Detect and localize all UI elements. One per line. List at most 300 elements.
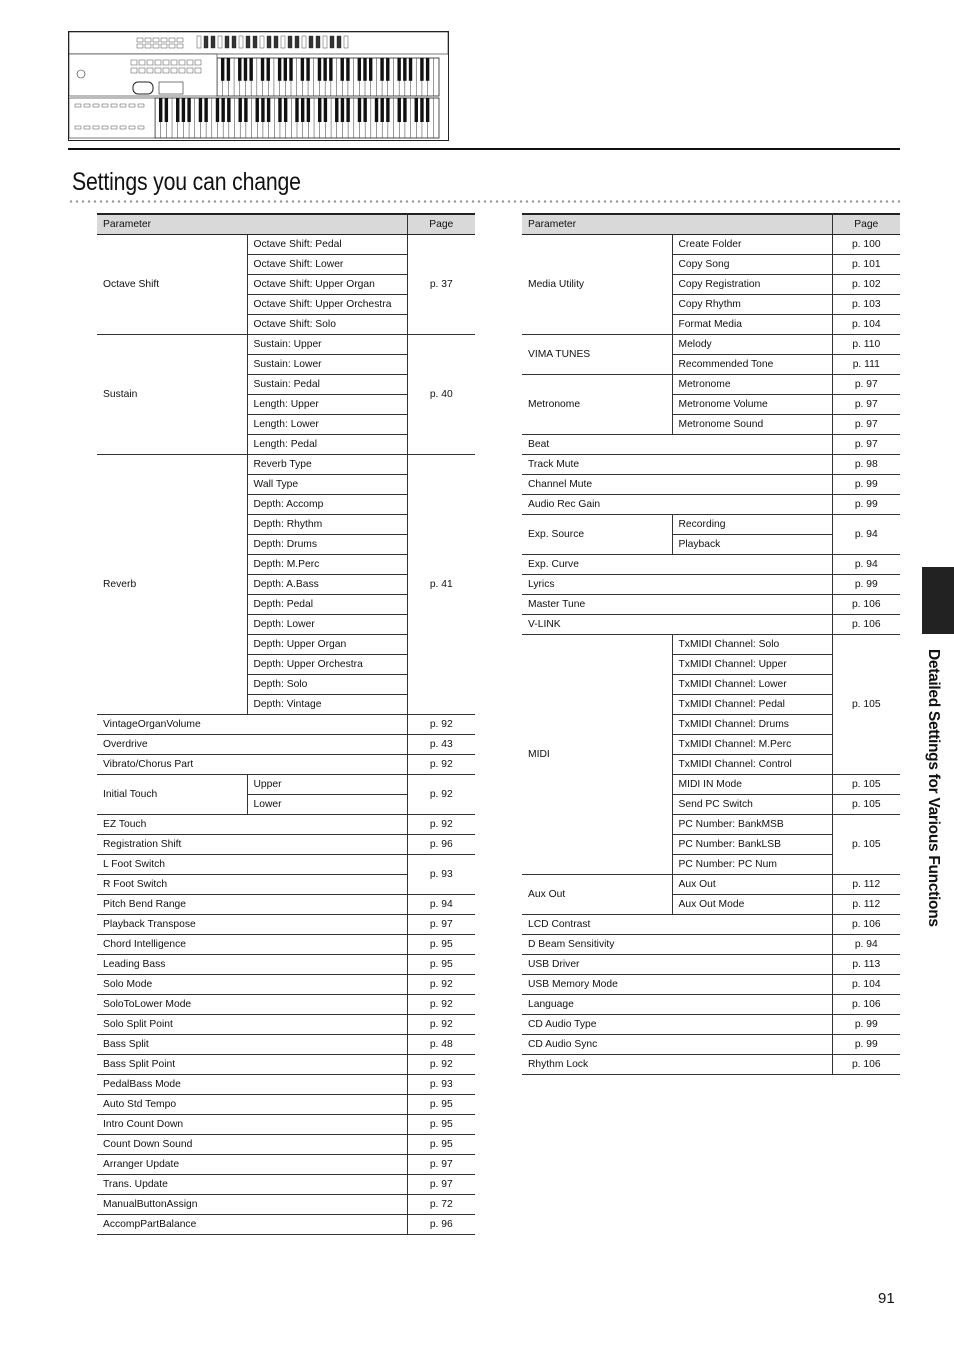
panel-button — [179, 68, 185, 73]
upper-manual-black-key — [420, 58, 423, 81]
lower-manual-black-key — [403, 98, 406, 122]
parameter-name: Lyrics — [522, 575, 832, 595]
sub-parameter-name: Copy Registration — [672, 275, 832, 295]
sub-parameter-name: Octave Shift: Lower — [247, 255, 407, 275]
panel-button — [155, 68, 161, 73]
page-reference: p. 105 — [832, 635, 900, 775]
sub-parameter-name: Metronome Sound — [672, 415, 832, 435]
page-reference: p. 104 — [832, 315, 900, 335]
parameter-name: SoloToLower Mode — [97, 995, 407, 1015]
sub-parameter-name: Metronome — [672, 375, 832, 395]
lower-manual-black-key — [335, 98, 338, 122]
tab-button — [337, 36, 341, 48]
sub-parameter-name: Depth: Rhythm — [247, 515, 407, 535]
table-row — [522, 455, 900, 475]
parameter-name: AccompPartBalance — [97, 1215, 407, 1235]
parameter-name: Audio Rec Gain — [522, 495, 832, 515]
table-row — [97, 1155, 475, 1175]
panel-button — [131, 60, 137, 65]
page-reference: p. 92 — [407, 775, 475, 815]
sub-parameter-name: Length: Pedal — [247, 435, 407, 455]
page-reference: p. 102 — [832, 275, 900, 295]
lower-manual-black-key — [159, 98, 162, 122]
parameter-name: Overdrive — [97, 735, 407, 755]
parameter-name: R Foot Switch — [97, 875, 407, 895]
upper-manual-black-key — [306, 58, 309, 81]
panel-button — [161, 44, 167, 48]
page-reference: p. 93 — [407, 1075, 475, 1095]
table-row — [97, 735, 475, 755]
upper-manual-black-key — [238, 58, 241, 81]
lower-manual-black-key — [363, 98, 366, 122]
page-reference: p. 99 — [832, 475, 900, 495]
lower-manual-black-key — [238, 98, 241, 122]
table-row — [522, 915, 900, 935]
table-row — [97, 455, 475, 475]
page-reference: p. 98 — [832, 455, 900, 475]
upper-manual-black-key — [369, 58, 372, 81]
sub-parameter-name: Sustain: Lower — [247, 355, 407, 375]
page-reference: p. 100 — [832, 235, 900, 255]
tab-button — [253, 36, 257, 48]
parameter-name: Arranger Update — [97, 1155, 407, 1175]
parameter-name: Aux Out — [522, 875, 672, 915]
tab-button — [344, 36, 348, 48]
sub-parameter-name: Depth: Upper Organ — [247, 635, 407, 655]
page-reference: p. 95 — [407, 1095, 475, 1115]
panel-button — [75, 126, 81, 129]
top-control-strip — [69, 32, 448, 54]
page-reference: p. 95 — [407, 1135, 475, 1155]
table-row — [522, 1035, 900, 1055]
parameter-name: Language — [522, 995, 832, 1015]
page-reference: p. 106 — [832, 1055, 900, 1075]
table-row — [97, 915, 475, 935]
panel-button — [75, 104, 81, 107]
table-row — [97, 895, 475, 915]
lower-manual-black-key — [375, 98, 378, 122]
table-row — [97, 855, 475, 875]
page-reference: p. 105 — [832, 815, 900, 875]
panel-button — [111, 104, 117, 107]
page-reference: p. 97 — [407, 915, 475, 935]
page-column-header: Page — [407, 214, 475, 235]
upper-manual-black-key — [403, 58, 406, 81]
page-reference: p. 40 — [407, 335, 475, 455]
panel-button — [84, 104, 90, 107]
tab-button — [274, 36, 278, 48]
tab-button — [204, 36, 208, 48]
chapter-side-label: Detailed Settings for Various Functions — [925, 649, 942, 927]
table-row — [97, 1215, 475, 1235]
page-reference: p. 94 — [832, 935, 900, 955]
upper-manual-black-key — [409, 58, 412, 81]
parameter-name: Bass Split Point — [97, 1055, 407, 1075]
parameter-name: VintageOrganVolume — [97, 715, 407, 735]
sub-parameter-name: Octave Shift: Pedal — [247, 235, 407, 255]
parameter-name: Octave Shift — [97, 235, 247, 335]
parameter-name: Bass Split — [97, 1035, 407, 1055]
parameter-name: Media Utility — [522, 235, 672, 335]
table-row — [522, 975, 900, 995]
table-row — [97, 1055, 475, 1075]
tab-button — [316, 36, 320, 48]
parameter-name: Sustain — [97, 335, 247, 455]
table-row — [522, 515, 900, 535]
page-reference: p. 97 — [407, 1155, 475, 1175]
panel-button — [147, 60, 153, 65]
lower-manual-black-key — [398, 98, 401, 122]
sub-parameter-name: TxMIDI Channel: Drums — [672, 715, 832, 735]
panel-button — [195, 68, 201, 73]
page-reference: p. 93 — [407, 855, 475, 895]
page-reference: p. 94 — [832, 515, 900, 555]
table-row — [522, 435, 900, 455]
panel-button — [155, 60, 161, 65]
upper-manual-black-key — [426, 58, 429, 81]
table-row — [97, 995, 475, 1015]
panel-button — [102, 126, 108, 129]
page-reference: p. 101 — [832, 255, 900, 275]
parameter-name: V-LINK — [522, 615, 832, 635]
tab-button — [218, 36, 222, 48]
table-row — [522, 635, 900, 655]
table-row — [522, 555, 900, 575]
parameter-column-header: Parameter — [97, 214, 407, 235]
lower-manual-black-key — [256, 98, 259, 122]
panel-button — [111, 126, 117, 129]
page-reference: p. 95 — [407, 935, 475, 955]
page-column-header: Page — [832, 214, 900, 235]
upper-manual-black-key — [267, 58, 270, 81]
sub-parameter-name: Depth: Vintage — [247, 695, 407, 715]
table-row — [522, 495, 900, 515]
table-row — [97, 755, 475, 775]
organ-keyboard-diagram — [69, 32, 448, 140]
upper-manual-black-key — [249, 58, 252, 81]
tab-button — [197, 36, 201, 48]
table-row — [97, 335, 475, 355]
panel-button — [145, 38, 151, 42]
sub-parameter-name: Copy Song — [672, 255, 832, 275]
upper-manual-black-key — [289, 58, 292, 81]
page-reference: p. 96 — [407, 1215, 475, 1235]
page-reference: p. 92 — [407, 755, 475, 775]
page-reference: p. 95 — [407, 1115, 475, 1135]
parameter-name: D Beam Sensitivity — [522, 935, 832, 955]
page-reference: p. 105 — [832, 775, 900, 795]
panel-button — [169, 38, 175, 42]
page-reference: p. 41 — [407, 455, 475, 715]
upper-manual-black-key — [318, 58, 321, 81]
table-row — [522, 875, 900, 895]
lower-manual-black-key — [182, 98, 185, 122]
parameter-name: USB Memory Mode — [522, 975, 832, 995]
dotted-divider — [68, 200, 900, 203]
sub-parameter-name: Depth: Drums — [247, 535, 407, 555]
sub-parameter-name: PC Number: PC Num — [672, 855, 832, 875]
page-reference: p. 48 — [407, 1035, 475, 1055]
panel-button — [153, 38, 159, 42]
parameter-name: Chord Intelligence — [97, 935, 407, 955]
tab-button — [239, 36, 243, 48]
upper-manual-black-key — [341, 58, 344, 81]
tab-button — [323, 36, 327, 48]
panel-button — [137, 44, 143, 48]
parameter-name: Intro Count Down — [97, 1115, 407, 1135]
panel-button — [187, 60, 193, 65]
panel-button — [177, 44, 183, 48]
tab-button — [232, 36, 236, 48]
parameter-name: Playback Transpose — [97, 915, 407, 935]
page-reference: p. 96 — [407, 835, 475, 855]
lower-manual-black-key — [227, 98, 230, 122]
page-reference: p. 94 — [832, 555, 900, 575]
parameter-name: Rhythm Lock — [522, 1055, 832, 1075]
table-row — [522, 475, 900, 495]
table-row — [97, 1115, 475, 1135]
parameter-name: Beat — [522, 435, 832, 455]
sub-parameter-name: TxMIDI Channel: Pedal — [672, 695, 832, 715]
parameter-name: Pitch Bend Range — [97, 895, 407, 915]
lower-manual-black-key — [176, 98, 179, 122]
parameter-name: Solo Mode — [97, 975, 407, 995]
panel-button — [147, 68, 153, 73]
sub-parameter-name: Depth: Lower — [247, 615, 407, 635]
panel-button — [171, 68, 177, 73]
parameter-name: LCD Contrast — [522, 915, 832, 935]
sub-parameter-name: Melody — [672, 335, 832, 355]
sub-parameter-name: Aux Out — [672, 875, 832, 895]
panel-button — [93, 126, 99, 129]
table-row — [522, 1055, 900, 1075]
left-settings-table — [97, 213, 475, 1235]
parameter-name: Track Mute — [522, 455, 832, 475]
upper-manual-black-key — [227, 58, 230, 81]
table-header-row — [97, 214, 475, 235]
lower-manual-black-key — [318, 98, 321, 122]
lower-manual-black-key — [244, 98, 247, 122]
panel-button — [84, 126, 90, 129]
panel-button — [129, 126, 135, 129]
table-row — [522, 615, 900, 635]
parameter-name: MIDI — [522, 635, 672, 875]
sub-parameter-name: Depth: Solo — [247, 675, 407, 695]
sub-parameter-name: Playback — [672, 535, 832, 555]
organ-panel-illustration — [68, 31, 449, 141]
table-row — [522, 995, 900, 1015]
parameter-name: Count Down Sound — [97, 1135, 407, 1155]
upper-manual-black-key — [386, 58, 389, 81]
panel-button — [131, 68, 137, 73]
lower-manual-black-key — [267, 98, 270, 122]
lower-manual-black-key — [346, 98, 349, 122]
tab-button — [281, 36, 285, 48]
panel-button — [179, 60, 185, 65]
table-row — [97, 1035, 475, 1055]
parameter-name: VIMA TUNES — [522, 335, 672, 375]
tab-button — [260, 36, 264, 48]
tab-button — [309, 36, 313, 48]
sub-parameter-name: TxMIDI Channel: Control — [672, 755, 832, 775]
table-row — [97, 1195, 475, 1215]
table-row — [522, 575, 900, 595]
table-row — [522, 595, 900, 615]
lower-manual-black-key — [324, 98, 327, 122]
table-row — [97, 1135, 475, 1155]
tab-button — [267, 36, 271, 48]
upper-manual-black-key — [346, 58, 349, 81]
parameter-name: Auto Std Tempo — [97, 1095, 407, 1115]
lower-manual-black-key — [358, 98, 361, 122]
upper-manual-black-key — [221, 58, 224, 81]
sub-parameter-name: Length: Lower — [247, 415, 407, 435]
sub-parameter-name: Lower — [247, 795, 407, 815]
sub-parameter-name: Format Media — [672, 315, 832, 335]
upper-manual-black-key — [380, 58, 383, 81]
table-row — [97, 955, 475, 975]
tab-button — [302, 36, 306, 48]
tab-button — [225, 36, 229, 48]
parameter-name: Exp. Source — [522, 515, 672, 555]
tab-button — [288, 36, 292, 48]
sub-parameter-name: TxMIDI Channel: Solo — [672, 635, 832, 655]
panel-button — [163, 60, 169, 65]
page-reference: p. 104 — [832, 975, 900, 995]
parameter-name: Master Tune — [522, 595, 832, 615]
page-reference: p. 99 — [832, 575, 900, 595]
table-row — [522, 335, 900, 355]
upper-manual-black-key — [363, 58, 366, 81]
sub-parameter-name: Depth: M.Perc — [247, 555, 407, 575]
sub-parameter-name: Length: Upper — [247, 395, 407, 415]
lower-manual-black-key — [284, 98, 287, 122]
display-screen — [159, 82, 183, 94]
lower-manual-black-key — [216, 98, 219, 122]
page-reference: p. 92 — [407, 975, 475, 995]
lower-manual-black-key — [307, 98, 310, 122]
sub-parameter-name: Octave Shift: Solo — [247, 315, 407, 335]
page-reference: p. 92 — [407, 815, 475, 835]
page-reference: p. 106 — [832, 995, 900, 1015]
table-row — [522, 935, 900, 955]
page-reference: p. 112 — [832, 875, 900, 895]
parameter-name: Leading Bass — [97, 955, 407, 975]
table-row — [97, 1075, 475, 1095]
lower-manual-black-key — [278, 98, 281, 122]
panel-button — [129, 104, 135, 107]
panel-button — [93, 104, 99, 107]
table-row — [522, 235, 900, 255]
table-header-row — [522, 214, 900, 235]
panel-button — [139, 68, 145, 73]
parameter-name: Registration Shift — [97, 835, 407, 855]
table-row — [97, 775, 475, 795]
page-reference: p. 92 — [407, 715, 475, 735]
panel-button — [145, 44, 151, 48]
lower-manual-black-key — [415, 98, 418, 122]
page-reference: p. 92 — [407, 995, 475, 1015]
lower-manual-black-key — [380, 98, 383, 122]
table-row — [97, 835, 475, 855]
page-reference: p. 111 — [832, 355, 900, 375]
table-row — [97, 1175, 475, 1195]
lower-manual-black-key — [261, 98, 264, 122]
upper-manual-black-key — [284, 58, 287, 81]
lower-manual-black-key — [420, 98, 423, 122]
page-reference: p. 43 — [407, 735, 475, 755]
table-row — [97, 715, 475, 735]
upper-manual-black-key — [278, 58, 281, 81]
panel-button — [177, 38, 183, 42]
tab-button — [246, 36, 250, 48]
sub-parameter-name: TxMIDI Channel: M.Perc — [672, 735, 832, 755]
sub-parameter-name: Copy Rhythm — [672, 295, 832, 315]
sub-parameter-name: Depth: Pedal — [247, 595, 407, 615]
page-reference: p. 106 — [832, 615, 900, 635]
lower-manual-black-key — [341, 98, 344, 122]
upper-manual-black-key — [261, 58, 264, 81]
sub-parameter-name: Reverb Type — [247, 455, 407, 475]
panel-button — [195, 60, 201, 65]
header-rule — [68, 148, 900, 150]
table-row — [97, 1015, 475, 1035]
page-reference: p. 106 — [832, 915, 900, 935]
page-reference: p. 99 — [832, 1035, 900, 1055]
parameter-name: PedalBass Mode — [97, 1075, 407, 1095]
sub-parameter-name: Depth: Upper Orchestra — [247, 655, 407, 675]
sub-parameter-name: Upper — [247, 775, 407, 795]
lower-manual-black-key — [165, 98, 168, 122]
lower-manual-black-key — [199, 98, 202, 122]
panel-button — [171, 60, 177, 65]
lower-manual-black-key — [295, 98, 298, 122]
sub-parameter-name: Sustain: Upper — [247, 335, 407, 355]
panel-button — [187, 68, 193, 73]
page-number: 91 — [878, 1290, 895, 1307]
page-reference: p. 112 — [832, 895, 900, 915]
page-reference: p. 92 — [407, 1015, 475, 1035]
parameter-name: Metronome — [522, 375, 672, 435]
page-title: Settings you can change — [72, 168, 301, 196]
parameter-name: Channel Mute — [522, 475, 832, 495]
panel-button — [169, 44, 175, 48]
upper-manual-black-key — [397, 58, 400, 81]
upper-manual-black-key — [323, 58, 326, 81]
parameter-name: Reverb — [97, 455, 247, 715]
tab-button — [330, 36, 334, 48]
table-row — [97, 935, 475, 955]
parameter-name: Exp. Curve — [522, 555, 832, 575]
sub-parameter-name: Wall Type — [247, 475, 407, 495]
table-row — [97, 235, 475, 255]
page-reference: p. 106 — [832, 595, 900, 615]
sub-parameter-name: TxMIDI Channel: Lower — [672, 675, 832, 695]
page-reference: p. 37 — [407, 235, 475, 335]
panel-button — [153, 44, 159, 48]
table-row — [522, 375, 900, 395]
page-reference: p. 97 — [832, 395, 900, 415]
upper-manual-black-key — [301, 58, 304, 81]
volume-knob — [77, 70, 85, 78]
page-reference: p. 110 — [832, 335, 900, 355]
lower-manual-black-key — [204, 98, 207, 122]
page-reference: p. 113 — [832, 955, 900, 975]
lower-manual-black-key — [221, 98, 224, 122]
sub-parameter-name: Create Folder — [672, 235, 832, 255]
table-row — [97, 815, 475, 835]
page-reference: p. 92 — [407, 1055, 475, 1075]
